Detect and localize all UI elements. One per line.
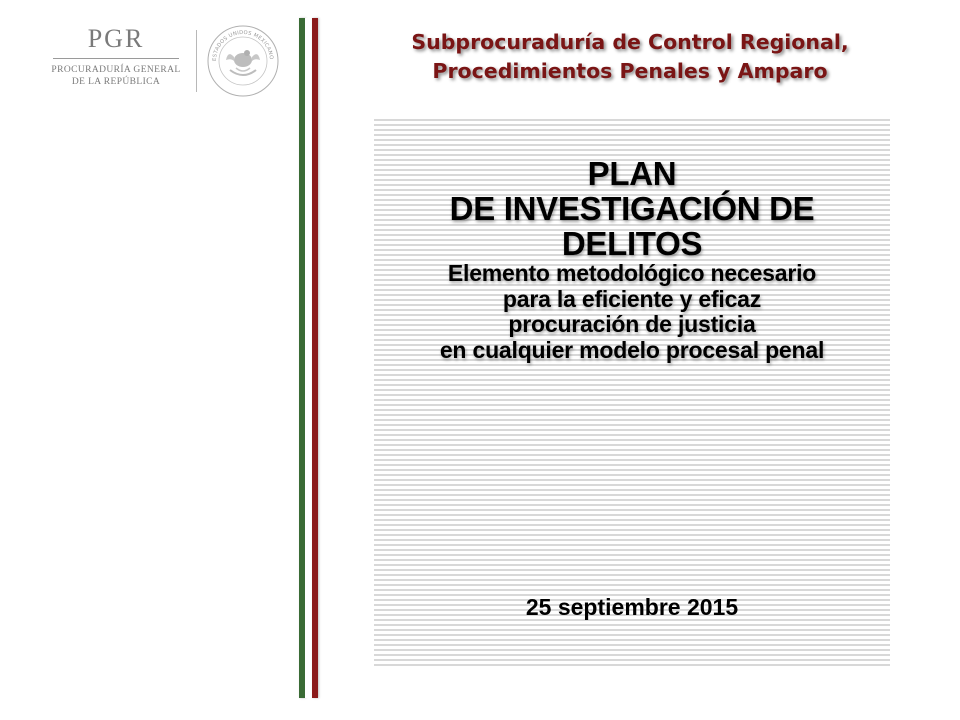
pgr-name-line-1: PROCURADURÍA GENERAL (51, 65, 181, 75)
pgr-wordmark (46, 24, 186, 88)
presentation-date: 25 septiembre 2015 (525, 594, 739, 620)
header-title-line-2: Procedimientos Penales y Amparo (432, 59, 828, 83)
subtitle-line-3: procuración de justicia (508, 311, 756, 337)
header-title-line-1: Subprocuraduría de Control Regional, (411, 30, 849, 54)
subtitle-line-1: Elemento metodológico necesario (447, 260, 817, 286)
pgr-acronym: PGR (87, 24, 145, 53)
seal-text: ESTADOS UNIDOS MEXICANO (211, 29, 275, 62)
subtitle-line-2: para la eficiente y eficaz (502, 285, 762, 312)
title-line-2: DE INVESTIGACIÓN DE (449, 190, 815, 227)
pgr-rule (53, 58, 179, 59)
pgr-logo (46, 24, 291, 104)
panel-text (374, 156, 890, 363)
pgr-name-line-2: DE LA REPÚBLICA (71, 77, 161, 87)
title-line-1: PLAN (587, 155, 677, 192)
header-title (340, 28, 920, 86)
title-line-3: DELITOS (561, 225, 703, 262)
content-panel (374, 116, 890, 668)
flag-bar-red (312, 18, 318, 698)
coat-of-arms-seal-icon (206, 24, 280, 98)
logo-divider (196, 30, 197, 92)
subtitle-line-4: en cualquier modelo procesal penal (439, 336, 825, 363)
flag-bar-white (305, 18, 312, 698)
